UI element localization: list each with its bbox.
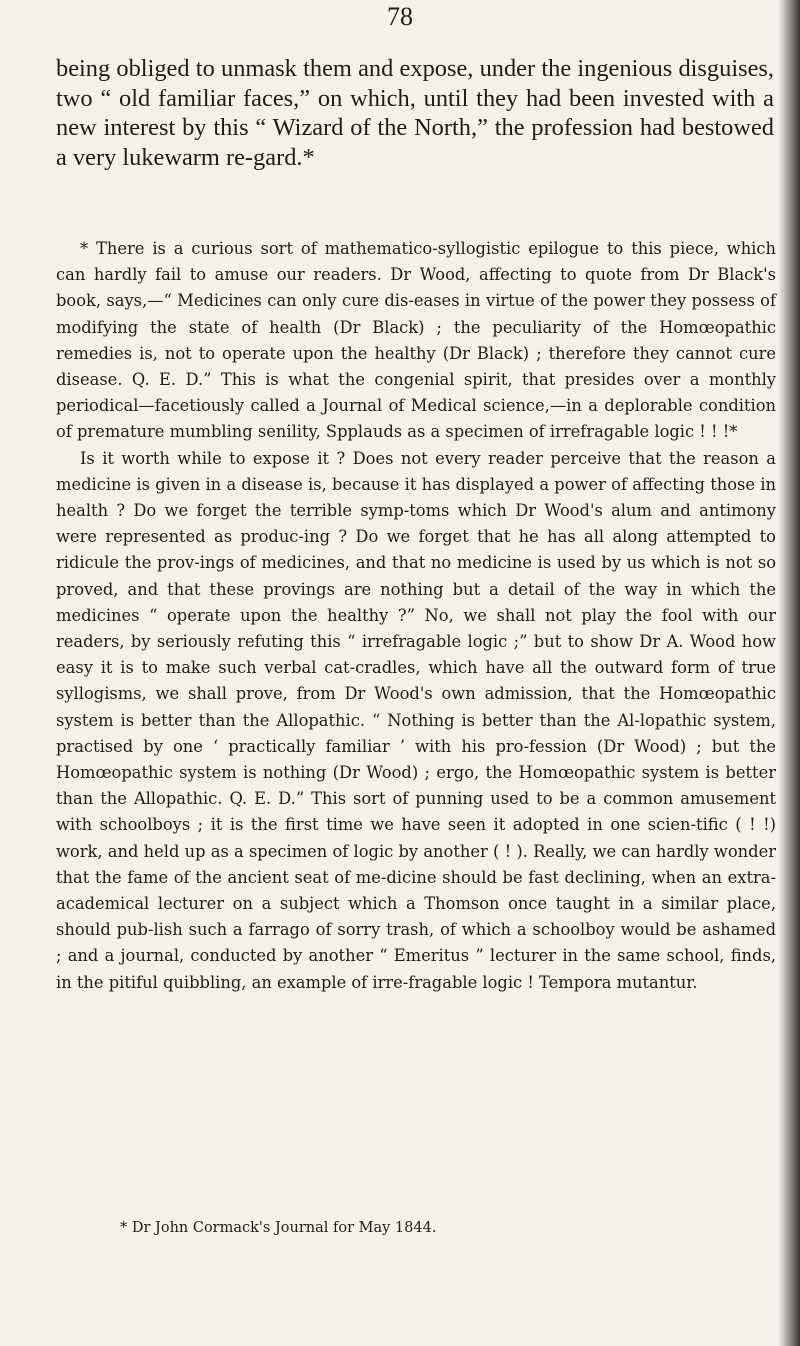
footnote-paragraph-2: Is it worth while to expose it ? Does not every reader perceive that the reason a medicine is given in a disease is, because it has displayed a power of affecting those in health ? Do we forget the terrible symp-toms which Dr Wood's alum and antimony were represented as produc-ing ? Do we forget that he has all along attempted to ridicule the prov-ings of medicines, and that no medicine is used by us which is not so proved, and that these provings are nothing but a detail of the way in which the medicines “ operate upon the healthy ?” No, we shall not play the fool with our readers, by seriously refuting this “ irrefragable logic ;” but to show Dr A. Wood how easy it is to make such verbal cat-cradles, which have all the outward form of true syllogisms, we shall prove, from Dr Wood's own admission, that the Homœopathic system is better than the Allopathic. “ Nothing is better than the Al-lopathic system, practised by one ‘ practically familiar ’ with his pro-fession (Dr Wood) ; but the Homœopathic system is nothing (Dr Wood) ; ergo, the Homœopathic system is better than the Allopathic. Q. E. D.” This sort of punning used to be a common amusement with schoolboys ; it is the first time we have seen it adopted in one scien-tific ( ! !) work, and held up as a specimen of logic by another ( ! ). Really, we can hardly wonder that the fame of the ancient seat of me-dicine should be fast declining, when an extra-academical lecturer on a subject which a Thomson once taught in a similar place, should pub-lish such a farrago of sorry trash, of which a schoolboy would be ashamed ; and a journal, conducted by another “ Emeritus ” lecturer in the same school, finds, in the pitiful quibbling, an example of irre-fragable logic ! Tempora mutantur.	[56, 448, 776, 992]
footnote-paragraph-1: * There is a curious sort of mathematico-syllogistic epilogue to this piece, which can hardly fail to amuse our readers. Dr Wood, affecting to quote from Dr Black's book, says,—“ Medicines can only cure dis-eases in virtue of the power they possess of modifying the state of health (Dr Black) ; the peculiarity of the Homœopathic remedies is, not to operate upon the healthy (Dr Black) ; therefore they cannot cure disease. Q. E. D.” This is what the congenial spirit, that presides over a monthly periodical—facetiously called a Journal of Medical science,—in a deplorable condition of premature mumbling senility, Spplauds as a specimen of irrefragable logic ! ! !*	[56, 239, 776, 442]
footnote-reference: * Dr John Cormack's Journal for May 1844.	[120, 1220, 437, 1236]
main-paragraph: being obliged to unmask them and expose, under the ingenious disguises, two “ old familiar faces,” on which, until they had been invested with a new interest by this “ Wizard of the North,” the profession had bestowed a very lukewarm re-gard.*	[56, 55, 774, 171]
footnote	[56, 236, 776, 996]
page-number: 78	[387, 2, 413, 31]
binding-edge-shadow	[778, 0, 800, 1346]
